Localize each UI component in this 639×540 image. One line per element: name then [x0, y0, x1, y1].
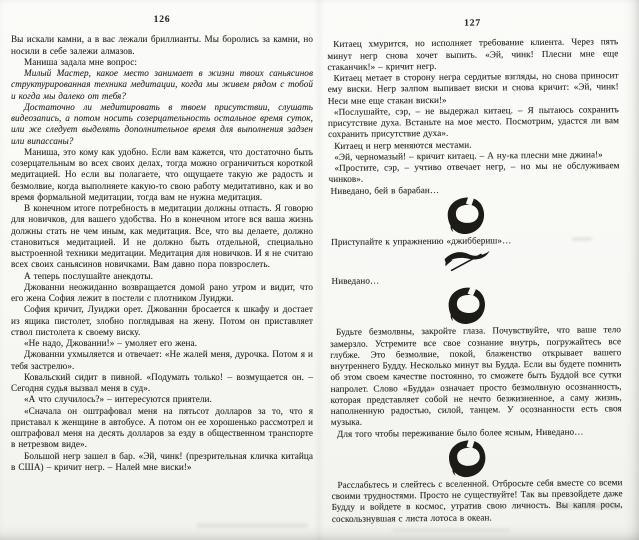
meditation-cue: Приступайте к упражнению «джиббериш»… [331, 234, 512, 247]
meditation-cue: Ниведано… [331, 275, 380, 286]
paragraph: А теперь послушайте анекдоты. [24, 270, 153, 281]
page-gutter [314, 0, 324, 540]
paragraph: Маниша задала мне вопрос: [24, 56, 138, 67]
joke-paragraph: «Сначала он оштрафовал меня на пятьсот долларов за то, что я приставал к женщине в автобусе. А потом он ее хорошенько рассмотрел и оштрафовал меня на десять долларов за езду в общественном транспорте в нетрезвом виде». [11, 405, 313, 450]
bleedthrough-smudge [196, 523, 308, 528]
enso-circle-icon [330, 285, 621, 326]
meditation-cue: Ниведано, бей в барабан… [330, 184, 440, 196]
enso-circle-icon [329, 195, 620, 236]
joke-paragraph: Китаец метает в сторону негра сердитые взгляды, но снова приносит ему виски. Негр залпом выпивает виски и снова кричит: «Эй, чинк! Неси мне еще стакан виски!» [327, 70, 619, 106]
page-number: 127 [464, 17, 481, 29]
bleedthrough-smudge [392, 528, 510, 532]
paragraph: В конечном итоге потребность в медитации должны отпасть. Я говорю для новичков, для вашего удобства. Но в конечном итоге вся ваша жизнь должны стать не чем иным, как медитация. Все, что вы делаете, должно становиться медитацией. И не должно быть отдельной, специально выстроенной техники медитации. Медитация для новичков. И я не считаю всех своих саньясинов новичками. Вам давно пора повзрослеть. [11, 203, 313, 270]
right-page [327, 16, 623, 525]
joke-paragraph: Китаец и негр меняются местами. [334, 139, 472, 151]
joke-paragraph: Джованни ухмыляется и отвечает: «Не жалей меня, дурочка. Потом я и тебя застрелю». [11, 349, 313, 371]
left-page [11, 14, 313, 473]
joke-paragraph: «Послушайте, сэр, – не выдержал китаец. – Я пытаюсь сохранить присутствие духа. Встаньте на мое место. Посмотрим, удастся ли вам сохранить присутствие духа». [327, 103, 620, 140]
paragraph: Для того чтобы переживание было более ясным, Ниведано… [336, 426, 584, 439]
question-paragraph: Достаточно ли медитировать в твоем присутствии, слушать видеозапись, а потом носить созерцательность остальное время суток, или же следует выделять дополнительное время для выполнения задзен или випассаны? [11, 101, 313, 146]
paragraph: Будьте безмолвны, закройте глаза. Почувствуйте, что ваше тело замерзло. Устремите все свое сознание внутрь, погружайтесь все глубже. Это безмолвие, покой, блаженство открывает вашего внутреннего Будду. Несколько минут вы Будда. Если вы будете помнить об этом своем качестве постоянно, то сможете быть Буддой все сутки напролет. Слово «Будда» означает просто безмолвную осознанность, которая представляет собой не нечто безжизненное, а саму жизнь, наполненную радостью, силой, танцем. У осознанности есть своя музыка. [330, 324, 622, 428]
joke-paragraph: «Эй, черномазый! – кричит китаец. – А ну-ка плесни мне джина!» [334, 149, 603, 162]
enso-circle-icon [331, 438, 622, 479]
joke-paragraph: Китаец хмурится, но исполняет требование клиента. Через пять минут негр снова хочет выпить. «Эй, чинк! Плесни мне еще стаканчик!» – кричит негр. [327, 36, 619, 72]
paragraph: Расслабьтесь и слейтесь с вселенной. Отбросьте себя вместе со всеми своими трудностями. Просто не существуйте! Так вы превзойдете даже Будду и войдете в космос, утратив свою личность. Вы капля росы, соскользнувшая с листа лотоса в океан. [331, 476, 623, 524]
joke-paragraph: Джованни неожиданно возвращается домой рано утром и видит, что его жена София лежит в постели с плотником Луиджи. [11, 281, 313, 303]
joke-paragraph: Ковальский сидит в пивной. «Подумать только! – возмущается он. – Сегодня судья вызвал меня в суд». [11, 371, 313, 393]
joke-paragraph: «Не надо, Джованни!» – умоляет его жена. [24, 338, 197, 348]
joke-paragraph: София кричит, Луиджи орет. Джованни бросается к шкафу и достает из ящика пистолет, злобно поглядывая на жену. Потом он приставляет ствол пистолета к своему виску. [11, 304, 313, 337]
joke-paragraph: «Простите, сэр, – учтиво отвечает негр, – но мы не обслуживаем чинков». [328, 160, 620, 185]
page-number: 126 [153, 14, 171, 25]
joke-paragraph: «А что случилось?» – интересуются приятели. [24, 394, 212, 405]
paragraph: Маниша, это кому как удобно. Если вам кажется, что достаточно быть созерцательным во всех своих делах, тогда можно ограничиться короткой медитацией. Но если вы полагаете, что ощущаете такую же радость и безмолвие, когда выполняете какую-то свою работу медитативно, как и во время формальной медитации, тогда вам не нужна медитация. [11, 146, 313, 202]
gibberish-scribble-icon [329, 246, 620, 275]
question-paragraph: Милый Мастер, какое место занимает в жизни твоих саньясинов структурированная техника медитации, когда мы живем рядом с тобой и когда мы далеко от тебя? [11, 68, 313, 101]
paragraph: Вы искали камни, а в вас лежали бриллианты. Мы боролись за камни, но носили в себе залежи алмазов. [11, 34, 313, 56]
joke-paragraph: Большой негр зашел в бар. «Эй, чинк! (презрительная кличка китайца в США) – кричит негр. – Налей мне виски!» [11, 450, 313, 472]
